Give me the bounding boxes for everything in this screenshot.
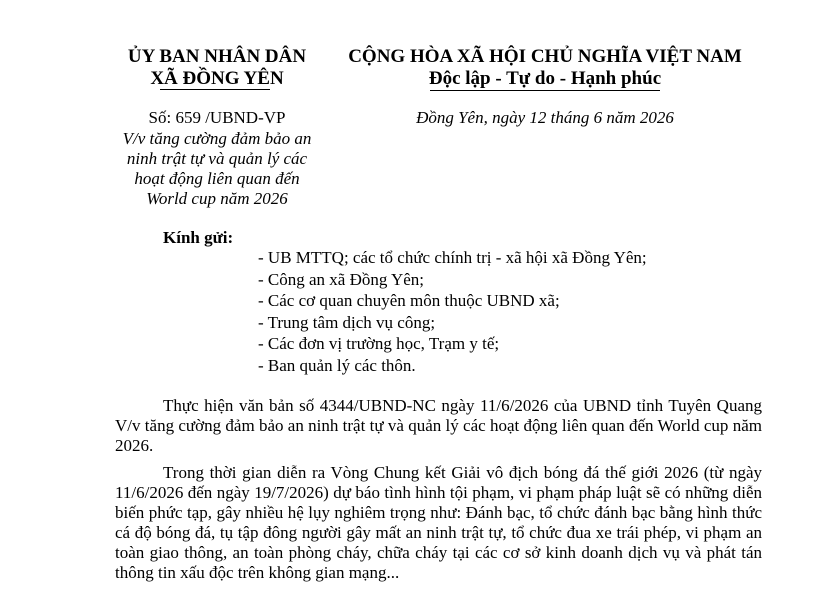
issuing-agency-line1: ỦY BAN NHÂN DÂN: [127, 46, 307, 67]
recipients-label: Kính gửi:: [163, 228, 234, 247]
body-paragraph-2: Trong thời gian diễn ra Vòng Chung kết Giải vô địch bóng đá thế giới 2026 (từ ngày 11/6/2026 đến ngày 19/7/2026) dự báo tình hình tội phạm, vi phạm pháp luật sẽ có những diễn biến phức tạp, gây nhiều hệ lụy nghiêm trọng như: Đánh bạc, tổ chức đánh bạc bằng hình thức cá độ bóng đá, tụ tập đông người gây mất an ninh trật tự, tổ chức đua xe trái phép, vi phạm an toàn giao thông, an toàn phòng cháy, chữa cháy tại các cơ sở kinh doanh dịch vụ và phát tán thông tin xấu độc trên không gian mạng...: [115, 463, 762, 582]
subject-line-1: V/v tăng cường đảm bảo an: [122, 129, 312, 148]
issuing-agency-line2: XÃ ĐỒNG YÊN: [150, 68, 284, 89]
national-motto: Độc lập - Tự do - Hạnh phúc: [428, 68, 662, 89]
subject-line-3: hoạt động liên quan đến: [134, 169, 300, 188]
recipient-item: - Ban quản lý các thôn.: [258, 355, 416, 375]
subject-line-4: World cup năm 2026: [146, 189, 288, 208]
recipient-item: - Trung tâm dịch vụ công;: [258, 312, 436, 332]
subject-line-2: ninh trật tự và quản lý các: [126, 149, 308, 168]
recipients-list: [258, 247, 647, 377]
recipient-item: - Các đơn vị trường học, Trạm y tế;: [258, 334, 500, 354]
place-date: Đồng Yên, ngày 12 tháng 6 năm 2026: [416, 108, 674, 127]
recipient-item: - Công an xã Đồng Yên;: [258, 269, 425, 289]
body-paragraph-1: Thực hiện văn bản số 4344/UBND-NC ngày 11/6/2026 của UBND tỉnh Tuyên Quang V/v tăng cường đảm bảo an ninh trật tự và quản lý các hoạt động liên quan đến World cup năm 2026.: [115, 396, 762, 455]
recipient-item: - Các cơ quan chuyên môn thuộc UBND xã;: [258, 291, 560, 311]
agency-underline: [160, 89, 270, 90]
document-number: Số: 659 /UBND-VP: [148, 108, 286, 127]
national-title: CỘNG HÒA XÃ HỘI CHỦ NGHĨA VIỆT NAM: [348, 46, 742, 67]
recipient-item: - UB MTTQ; các tổ chức chính trị - xã hội xã Đồng Yên;: [258, 248, 647, 267]
motto-underline: [430, 90, 660, 91]
